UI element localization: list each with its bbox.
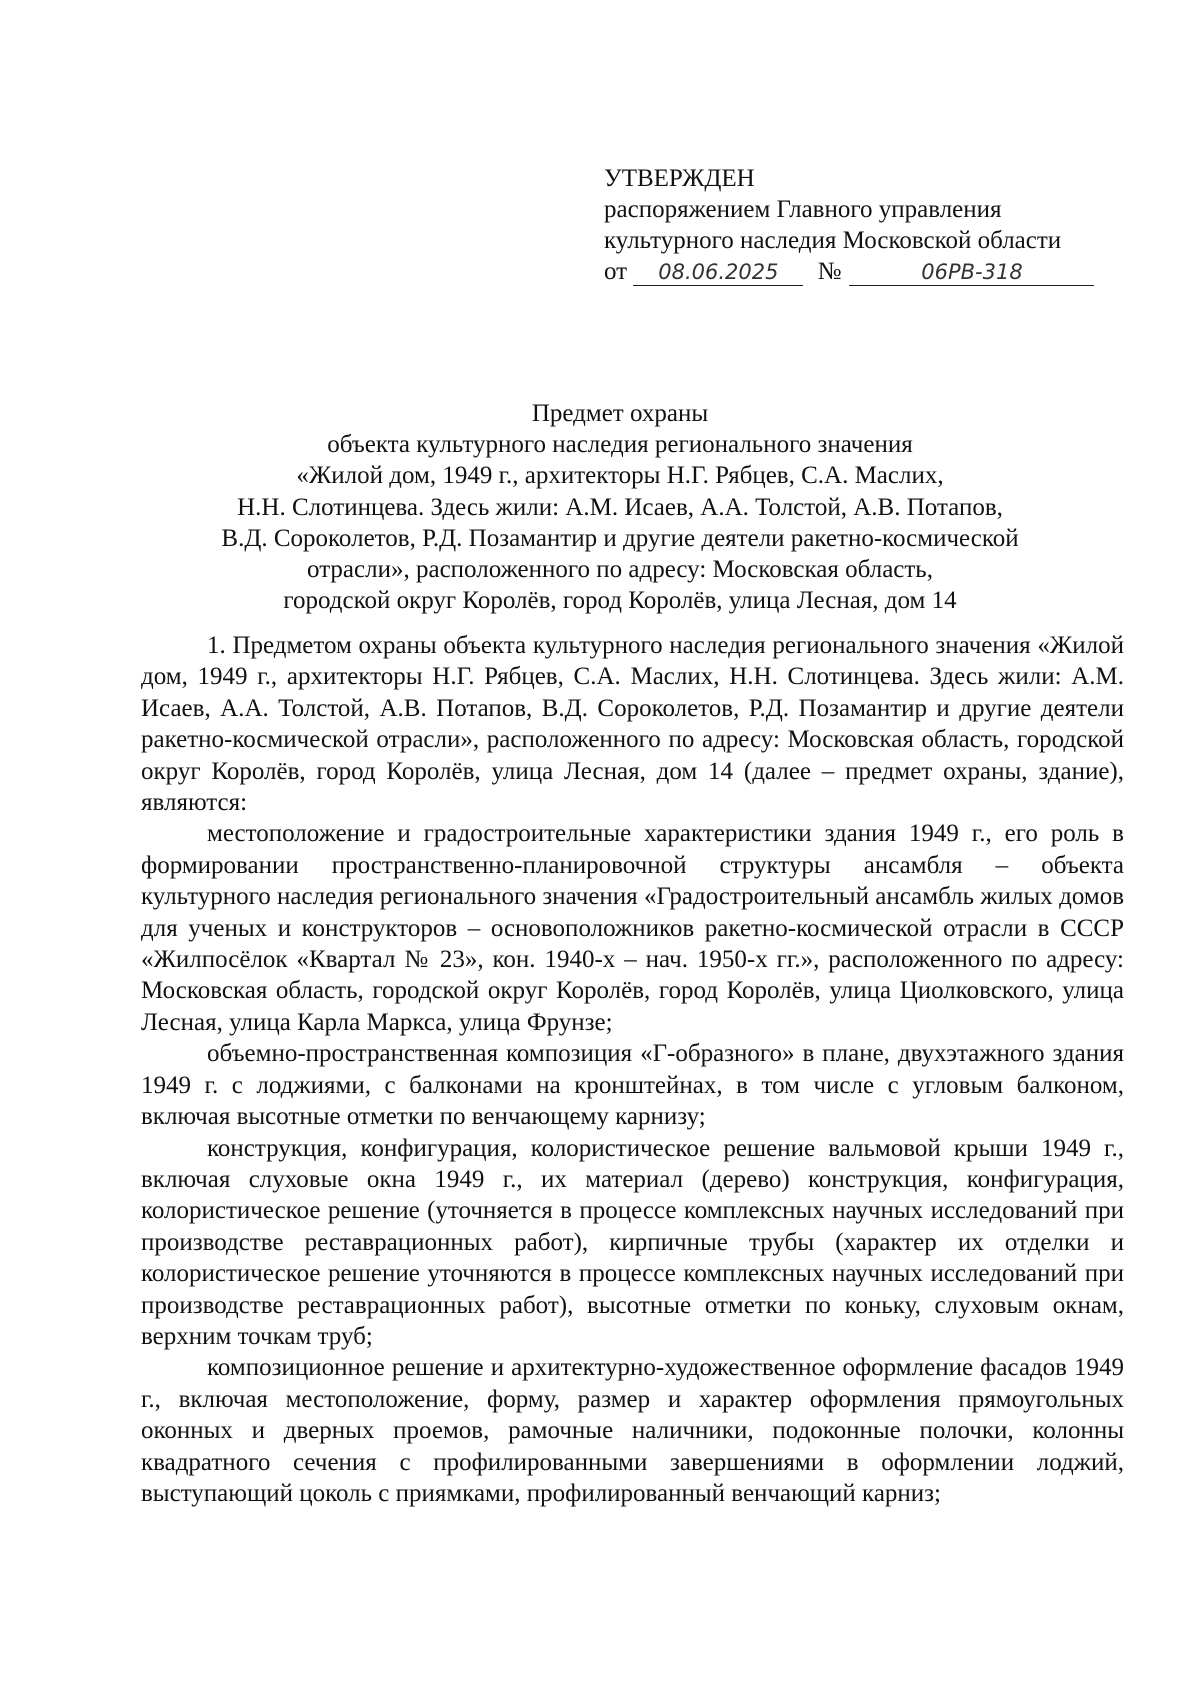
heading-line: городской округ Королёв, город Королёв, улица Лесная, дом 14	[283, 587, 957, 615]
body-paragraph: объемно-пространственная композиция «Г-образного» в плане, двухэтажного здания 1949 г. с лоджиями, с балконами на кронштейнах, в том числе с угловым балконом, включая высотные отметки по венчающему карнизу;	[141, 1040, 1124, 1131]
body-paragraph: композиционное решение и архитектурно-художественное оформление фасадов 1949 г., включая местоположение, форму, размер и характер оформления прямоугольных оконных и дверных проемов, рамочные наличники, подоконные полочки, колонны квадратного сечения с профилированными завершениями в оформлении лоджий, выступающий цоколь с приямками, профилированный венчающий карниз;	[141, 1354, 1124, 1507]
heading-line: отрасли», расположенного по адресу: Московская область,	[307, 556, 933, 584]
heading-line: «Жилой дом, 1949 г., архитекторы Н.Г. Рябцев, С.А. Маслих,	[296, 462, 944, 490]
from-label: от	[604, 258, 628, 285]
body-paragraph: конструкция, конфигурация, колористическое решение вальмовой крыши 1949 г., включая слуховые окна 1949 г., их материал (дерево) конструкция, конфигурация, колористическое решение (уточняется в процессе комплексных научных исследований при производстве реставрационных работ), кирпичные трубы (характер их отделки и колористическое решение уточняются в процессе комплексных научных исследований при производстве реставрационных работ), высотные отметки по коньку, слуховым окнам, верхним точкам труб;	[141, 1134, 1124, 1350]
approval-date-number-line	[604, 256, 1094, 287]
body-paragraph: 1. Предметом охраны объекта культурного наследия регионального значения «Жилой дом, 1949 г., архитекторы Н.Г. Рябцев, С.А. Маслих, Н.Н. Слотинцева. Здесь жили: А.М. Исаев, А.А. Толстой, А.В. Потапов, В.Д. Сороколетов, Р.Д. Позамантир и другие деятели ракетно-космической отрасли», расположенного по адресу: Московская область, городской округ Королёв, город Королёв, улица Лесная, дом 14 (далее – предмет охраны, здание), являются:	[141, 632, 1124, 817]
heading-line: объекта культурного наследия регионального значения	[327, 431, 913, 459]
number-label: №	[817, 258, 842, 285]
handwritten-number: 06РВ-318	[849, 259, 1094, 286]
heading-line: В.Д. Сороколетов, Р.Д. Позамантир и другие деятели ракетно-космической	[221, 524, 1019, 552]
document-body	[141, 630, 1124, 1509]
heading-line: Н.Н. Слотинцева. Здесь жили: А.М. Исаев, А.А. Толстой, А.В. Потапов,	[237, 493, 1003, 521]
body-paragraph: местоположение и градостроительные характеристики здания 1949 г., его роль в формировании пространственно-планировочной структуры ансамбля – объекта культурного наследия регионального значения «Градостроительный ансамбль жилых домов для ученых и конструкторов – основоположников ракетно-космической отрасли в СССР «Жилпосёлок «Квартал № 23», кон. 1940-х – нач. 1950-х гг.», расположенного по адресу: Московская область, городской округ Королёв, город Королёв, улица Циолковского, улица Лесная, улица Карла Маркса, улица Фрунзе;	[141, 820, 1124, 1036]
handwritten-date: 08.06.2025	[633, 259, 803, 286]
approval-line-2: культурного наследия Московской области	[604, 227, 1062, 254]
approval-stamp-block	[604, 163, 1094, 287]
approval-title: УТВЕРЖДЕН	[604, 165, 755, 192]
heading-line: Предмет охраны	[531, 400, 709, 427]
approval-line-1: распоряжением Главного управления	[604, 196, 1002, 223]
document-heading	[120, 398, 1120, 616]
